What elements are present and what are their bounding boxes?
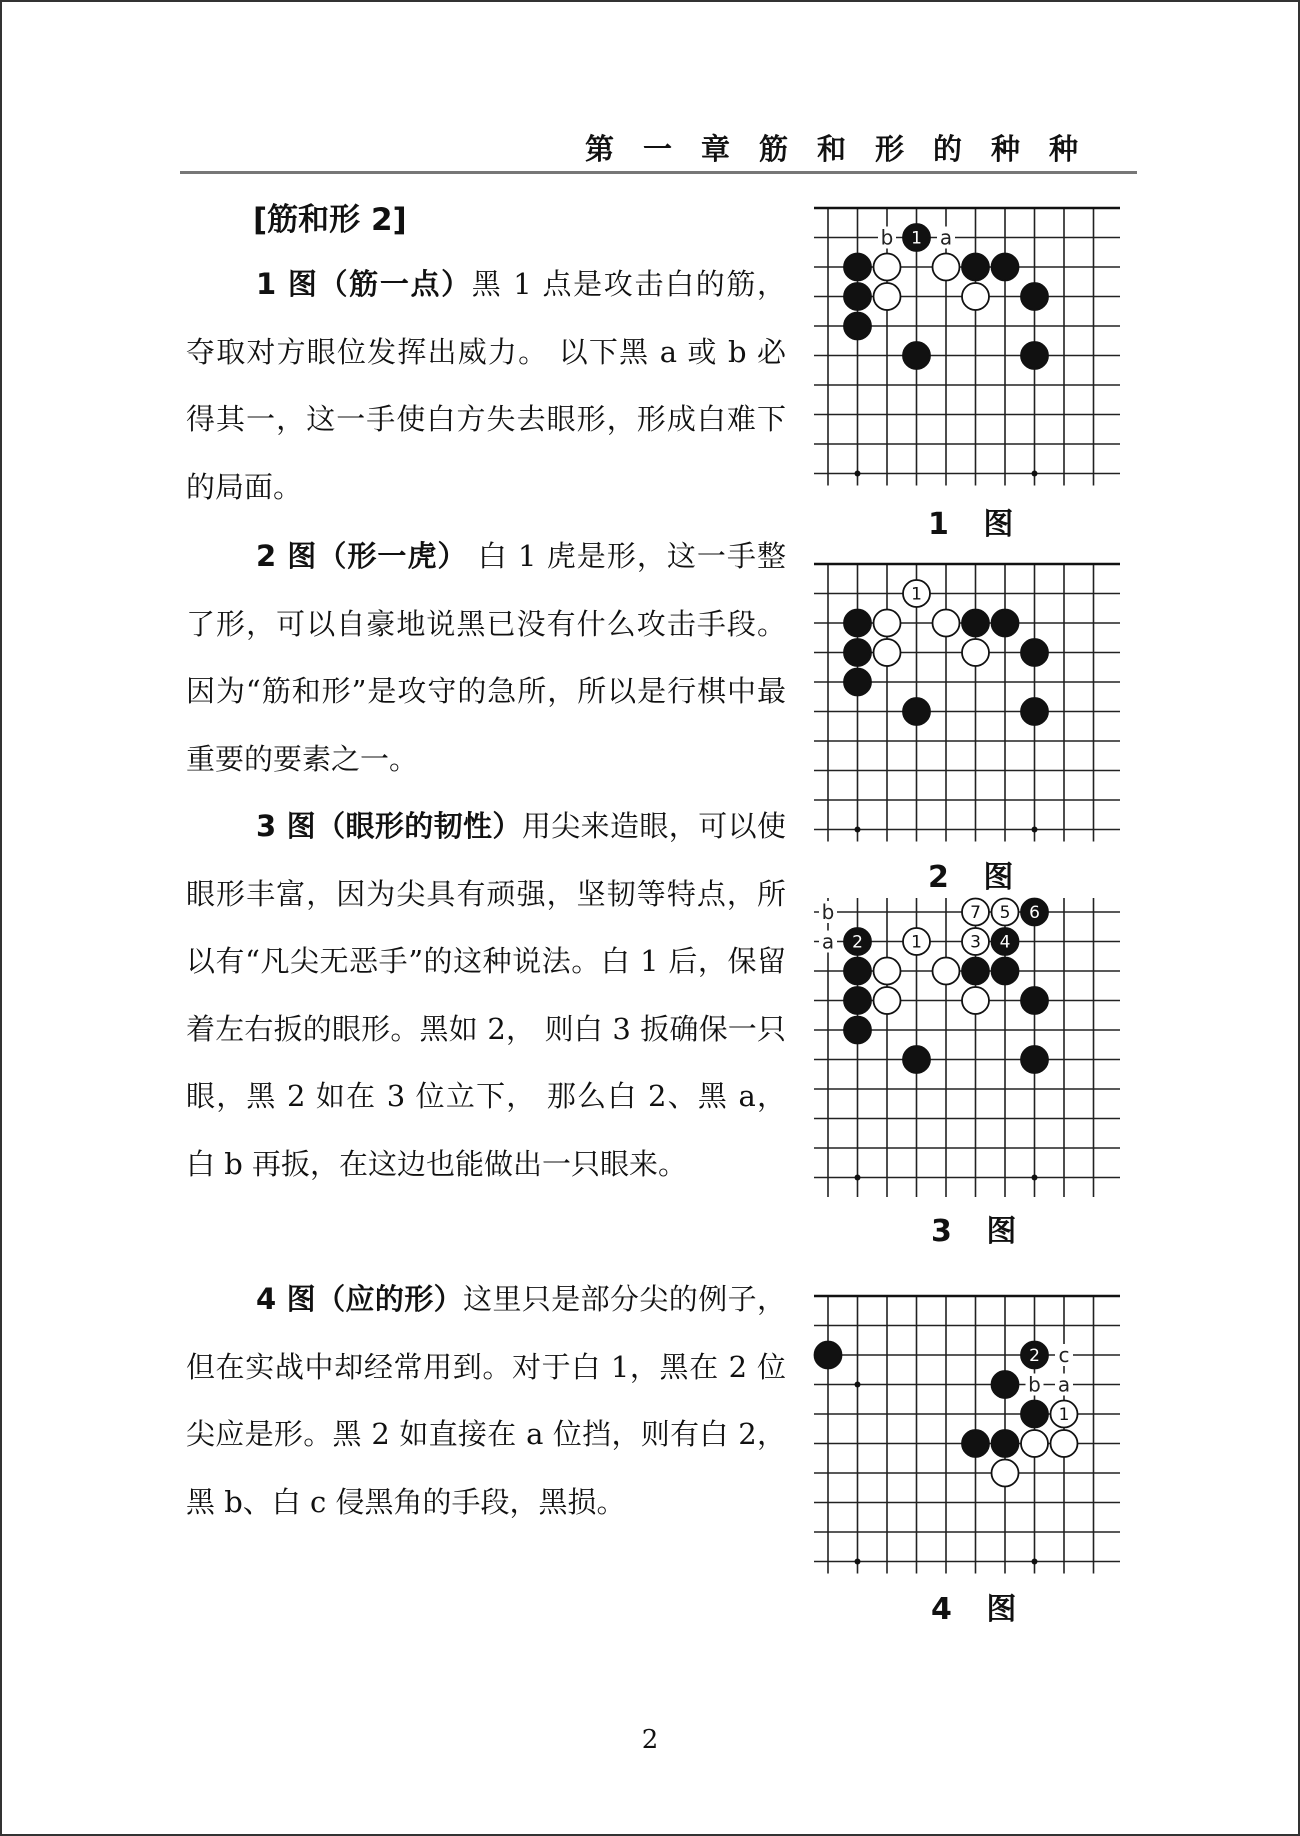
white-stone — [874, 987, 901, 1014]
black-stone — [844, 669, 871, 696]
white-stone — [933, 610, 960, 637]
paragraph-text: 这里只是部分尖的例子，但在实战中却经常用到。对于白 1，黑在 2 位尖应是形。黑 2 如直接在 a 位挡，则有白 2，黑 b、白 c 侵黑角的手段，黑损。 — [186, 1282, 786, 1519]
move-number: 3 — [970, 932, 981, 953]
black-stone — [962, 1430, 989, 1457]
black-stone — [962, 610, 989, 637]
black-stone — [844, 313, 871, 340]
white-stone — [962, 283, 989, 310]
white-stone — [962, 639, 989, 666]
white-stone — [1021, 1430, 1048, 1457]
white-stone — [874, 254, 901, 281]
point-label: b — [1028, 1372, 1041, 1397]
go-diagram-4 — [800, 1290, 1120, 1575]
black-stone — [992, 1371, 1019, 1398]
point-label: b — [821, 900, 835, 924]
paragraph-4 — [186, 1266, 786, 1536]
diagram-4-caption: 4 图 — [931, 1592, 1029, 1627]
diagram-1-caption: 1 图 — [928, 507, 1026, 542]
paragraph-3 — [186, 793, 786, 1198]
move-number: 1 — [911, 584, 922, 605]
black-stone — [903, 342, 930, 369]
move-number: 4 — [999, 932, 1011, 953]
white-stone — [962, 987, 989, 1014]
white-stone — [992, 1460, 1019, 1487]
black-stone — [1021, 342, 1048, 369]
move-number: 2 — [1029, 1346, 1040, 1366]
header-rule — [180, 171, 1137, 174]
black-stone — [844, 1017, 871, 1044]
paragraph-1 — [186, 251, 786, 521]
move-number: 1 — [1058, 1405, 1070, 1425]
diagram-2-caption: 2 图 — [928, 860, 1026, 895]
black-stone — [844, 283, 871, 310]
point-label: a — [1057, 1372, 1071, 1397]
point-label: a — [821, 929, 835, 954]
move-number: 6 — [1029, 903, 1040, 923]
paragraph-lead: 4 图（应的形） — [256, 1282, 464, 1316]
move-number: 1 — [911, 932, 922, 953]
black-stone — [844, 958, 871, 985]
move-number: 5 — [999, 903, 1011, 923]
white-stone — [1051, 1430, 1078, 1457]
white-stone — [874, 639, 901, 666]
black-stone — [1021, 987, 1048, 1014]
point-label: a — [939, 225, 953, 250]
paragraph-text: 用尖来造眼，可以使眼形丰富，因为尖具有顽强，坚韧等特点，所以有“凡尖无恶手”的这种说法。白 1 后，保留着左右扳的眼形。黑如 2， 则白 3 扳确保一只眼，黑 2 如在 3 位立下， 那么白 2、黑 a，白 b 再扳，在这边也能做出一只眼来。 — [186, 809, 786, 1181]
black-stone — [992, 610, 1019, 637]
move-number: 7 — [970, 903, 981, 923]
board-grid — [814, 564, 1120, 842]
point-label: b — [880, 225, 894, 250]
paragraph-2 — [186, 523, 786, 793]
move-number: 2 — [852, 932, 863, 953]
black-stone — [962, 254, 989, 281]
white-stone — [874, 610, 901, 637]
white-stone — [874, 958, 901, 985]
black-stone — [844, 987, 871, 1014]
paragraph-text: 黑 1 点是攻击白的筋，夺取对方眼位发挥出威力。 以下黑 a 或 b 必得其一，这一手使白方失去眼形，形成白难下的局面。 — [186, 267, 786, 504]
black-stone — [1021, 283, 1048, 310]
point-label: c — [1058, 1343, 1070, 1367]
paragraph-text: 白 1 虎是形，这一手整了形，可以自豪地说黑已没有什么攻击手段。 因为“筋和形”是攻守的急所，所以是行棋中最重要的要素之一。 — [186, 539, 786, 776]
black-stone — [903, 1046, 930, 1073]
black-stone — [815, 1342, 842, 1369]
black-stone — [1021, 639, 1048, 666]
black-stone — [844, 254, 871, 281]
paragraph-lead: 3 图（眼形的韧性） — [256, 809, 522, 843]
go-diagram-2 — [800, 558, 1120, 843]
black-stone — [992, 1430, 1019, 1457]
board-grid — [814, 208, 1120, 486]
black-stone — [1021, 698, 1048, 725]
paragraph-lead: 2 图（形一虎） — [256, 539, 468, 573]
white-stone — [874, 283, 901, 310]
white-stone — [933, 958, 960, 985]
diagram-3-caption: 3 图 — [931, 1214, 1029, 1249]
black-stone — [844, 610, 871, 637]
black-stone — [903, 698, 930, 725]
go-diagram-1 — [800, 205, 1120, 490]
page-number: 2 — [641, 1725, 659, 1755]
move-number: 1 — [911, 228, 922, 249]
black-stone — [962, 958, 989, 985]
black-stone — [1021, 1401, 1048, 1428]
section-title: [筋和形 2] — [253, 202, 407, 238]
white-stone — [933, 254, 960, 281]
black-stone — [992, 958, 1019, 985]
paragraph-lead: 1 图（筋一点） — [256, 267, 472, 301]
black-stone — [992, 254, 1019, 281]
go-diagram-3 — [800, 897, 1120, 1197]
black-stone — [1021, 1046, 1048, 1073]
running-head: 第一章筋和形的种种 — [585, 132, 1108, 166]
black-stone — [844, 639, 871, 666]
